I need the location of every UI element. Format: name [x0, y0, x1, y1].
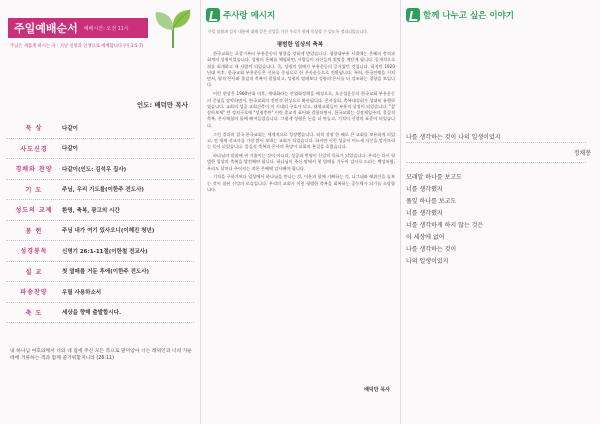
order-row	[6, 200, 194, 221]
order-column	[0, 0, 201, 424]
order-label: 파송찬양	[20, 289, 48, 297]
order-label: 성도의 교제	[15, 207, 53, 215]
order-value: 다같이	[62, 146, 78, 153]
order-value: 다같이(인도: 김석우 집사)	[62, 166, 127, 173]
sermon-paragraph: 이런 현상은 1960년대 이후, 세대화라는 산업화정책을 배경으로, 오순절운동의 한국교회 부흥운동의 중심을 장악하면서, 한국교회의 전반적 현상으로 확산됩니다. 은사집회, 축복대성회가 성대히 유행하였습니다. 교회의 성공 교회건축이 이 시대의 구호가 되고, 대형교회들이 부흥의 상징이 되었습니다. "잘 살아보세" 란 정치구호에 "성령충만" 이란 종교적 표어와 결합되면서, 한국교회는 성장제일주의, 물질적 축복, 은사체험의 틀에 빠져들었습니다. 그렇게 성령은 돈을 더 만들고, 기적이 신앙의 표준이 되었습니다.	[207, 91, 395, 128]
order-row	[6, 159, 194, 180]
bulletin-title: 주일예배순서	[14, 22, 78, 35]
service-leader: 인도: 배덕만 목사	[136, 101, 188, 109]
divider	[406, 142, 586, 143]
poem-line: 나의 일생이었지	[406, 258, 449, 265]
message-section-title	[206, 8, 275, 22]
sermon-title: 평범한 일상의 축복	[276, 42, 324, 48]
poem-author: 정채봉	[573, 150, 591, 157]
sermon-body	[207, 51, 395, 385]
order-row	[6, 303, 194, 324]
section-icon	[406, 8, 420, 22]
order-row	[6, 180, 194, 201]
poem-line: 모래알 하나를 보고도	[406, 174, 462, 181]
closing-verse: 내 하나님 여호와께서 너와 네 집에 주신 모든 복으로 말미암아 너는 레위인과 너희 가운데에 거류하는 객과 함께 즐거워할지니라 (26:11)	[10, 349, 193, 361]
order-label: 봉 헌	[25, 227, 43, 235]
sermon-author: 배덕만 목사	[364, 387, 390, 393]
message-section-label: 주사랑 메시지	[223, 11, 276, 21]
order-row	[6, 221, 194, 242]
order-value: 신명기 26:1-11절(이한철 전교사)	[62, 248, 148, 255]
bulletin-subtitle: 주님은 새롭게 하시는 자 : 지난 신앙과 인생으로 예배합니다 (미 3:5-7)	[10, 44, 144, 49]
service-time: 예배시간: 오전 11시	[83, 25, 129, 32]
sermon-paragraph: 하나님의 말씀에 귀 기울이는 것이 아니라, 성공과 번영이 신앙의 목표가 되었습니다. 우리는 다시 평범한 일상의 축복을 발견해야 합니다. 하나님이 주신 땅에서 첫 열매를 거두어 감사로 드리는 백성처럼, 우리도 날마다 주어지는 작은 은혜에 감사해야 합니다.	[207, 152, 395, 171]
sermon-paragraph: 한국교회는 초창기부터 부흥운동의 영향을 강하게 받았습니다. 평양대부흥 시절에는 은혜의 충격과 회개의 성령이었습니다. 성령의 은혜를 체험하면, 사람들이 자신들의 죄악을 깨닫게 됩니다. 공개적으로 죄를 회개하고 새 사람이 되었습니다. 즉, 성령의 열매가 부흥운동의 증거였던 것입니다. 하지만 1920년대 이후, 한국교회 부흥운동은 신유를 중심으로 한 은사운동으로 전환됩니다. 특히, 한국전쟁을 거치면서, 영적 은사와 물질적 축복이 결합되고, 성령의 열매보다 성령의 은사를 더 강조하는 경향을 보입니다.	[207, 51, 395, 88]
poem-line: 풀잎 하나를 보고도	[406, 198, 457, 205]
service-order	[6, 118, 194, 323]
sermon-paragraph: 기적을 구하기보다 일상에서 하나님을 만나는 것, 이웃과 함께 기뻐하는 것, 나그네와 레위인을 돌보는 것이 참된 신앙의 모습입니다. 우리의 교회가 이런 평범한 축복을 회복하는 공동체가 되기를 소망합니다.	[207, 174, 395, 192]
order-value: 환영, 축복, 광고의 시간	[62, 207, 120, 214]
poem-line: 너를 생각하게 하지 않는 것은	[406, 222, 484, 229]
order-row	[6, 241, 194, 262]
message-intro: 주일 말씀과 감사 내용에 대해 같은 신앙을 가진 우리가 함께 묵상할 수 있도록 정리되었습니다.	[208, 29, 369, 34]
section-icon	[206, 8, 220, 22]
order-value: 주님, 우리 기도를(이한주 전도사)	[62, 187, 144, 194]
order-value: 우릴 사용하소서	[62, 289, 102, 296]
order-label: 축 도	[25, 309, 43, 317]
order-label: 묵 상	[25, 125, 43, 133]
order-label: 경배와 찬양	[15, 166, 53, 174]
order-label: 설 교	[25, 268, 43, 276]
order-row	[6, 262, 194, 283]
order-value: 세상을 향해 출발합시다.	[62, 310, 122, 317]
order-label: 기 도	[25, 186, 43, 194]
order-value: 다같이	[62, 125, 78, 132]
poem-line: 너를 생각했지	[406, 210, 443, 217]
order-value: 주님 내가 여기 있사오니(이혜진 청년)	[62, 228, 155, 235]
order-row	[6, 282, 194, 303]
divider	[406, 162, 586, 163]
bulletin-header	[8, 18, 148, 38]
order-row	[6, 118, 194, 139]
poem-line: 이 세상에 없어	[406, 234, 445, 241]
order-row	[6, 139, 194, 160]
order-label: 성경봉독	[20, 248, 48, 256]
poem-body	[406, 172, 591, 282]
sermon-paragraph: 그런 결과의 결국 한국교회는 세계적으로 성장했습니다. 외적 성장 한 째로 큰 교회를 보유하게 되었고, 전 세계 선교사를 가장 많이 보내는 교회가 되었습니다. 하지만 이런 성공이 어느새 자신을 망가뜨리는 독이 되었습니다. 물질적 축복과 은사의 욕망이 교회의 본질을 흐렸습니다.	[207, 131, 395, 150]
poem-section-label: 함께 나누고 싶은 이야기	[423, 11, 514, 21]
poem-line: 너를 생각했지	[406, 186, 443, 193]
poem-section-title	[406, 8, 514, 22]
poem-line: 나를 생각하는 것이	[406, 246, 457, 253]
order-value: 첫 열매를 거둔 후에(이한주 전도사)	[62, 269, 150, 276]
poem-title: 나를 생각하는 것이 나의 일생이었지	[406, 134, 501, 141]
order-label: 사도신경	[20, 145, 48, 153]
poem-author-row	[406, 148, 591, 158]
